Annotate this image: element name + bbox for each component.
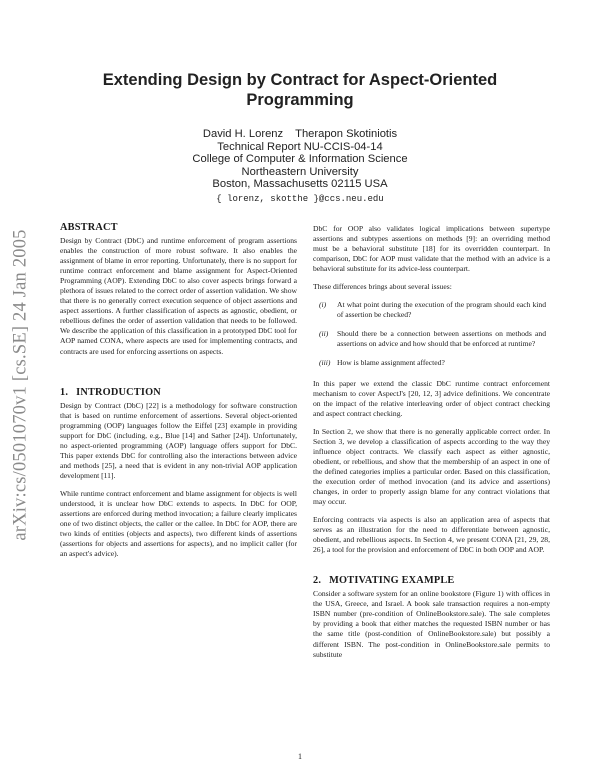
author-names (100, 128, 500, 141)
intro-title: INTRODUCTION (76, 386, 161, 398)
oop-paragraph: DbC for OOP also validates logical implications between supertype assertions and subtypes assertions on methods [9]: an overriding method must be a behavioral substitute [18] for its overridden counterpart. In comparison, DbC for AOP must validate that the method with an advice is a behavioral substitute for its advice-less counterpart. (313, 224, 550, 274)
page-number: 1 (298, 752, 302, 761)
paper-title: Extending Design by Contract for Aspect-Oriented Programming (102, 71, 498, 109)
author-name: Therapon Skotiniotis (295, 128, 398, 140)
author-email: { lorenz, skotthe }@ccs.neu.edu (216, 193, 384, 204)
intro-paragraph-2: While runtime contract enforcement and blame assignment for objects is well understood, it is unclear how DbC extends to aspects. In DbC for OOP, assertions are enforced during method invocation; a failure clearly implicates one of two distinct objects, the caller or the callee. In DbC for AOP, there are two kinds of entities (objects and aspects), two different kinds of assertions (assertions for objects and assertions for aspects), and no implicit caller (for an aspect's advice). (60, 488, 297, 559)
example-paragraph: Consider a software system for an online bookstore (Figure 1) with offices in the USA, Greece, and Israel. A book sale transaction requires a non-empty ISBN number (pre-condition of OnlineBookstore.sale). The sale completes by providing a book that either matches the requested ISBN number or has the same title (post-condition of OnlineBookstore.sale) but possibly a different ISBN. The post-condition in OnlineBookstore.sale permits to substitute (313, 589, 550, 659)
author-name: David H. Lorenz (202, 128, 284, 140)
issues-list (313, 300, 550, 368)
report-number: Technical Report NU-CCIS-04-14 (217, 140, 383, 153)
list-marker: (ii) (319, 329, 329, 339)
list-item (313, 300, 550, 320)
affiliation-city: Boston, Massachusetts 02115 USA (212, 178, 388, 191)
list-item (313, 358, 550, 368)
list-item-text: How is blame assignment affected? (337, 358, 445, 368)
left-column (60, 222, 297, 567)
affiliation-university: Northeastern University (241, 165, 359, 178)
list-item (313, 329, 550, 349)
intro-paragraph-1: Design by Contract (DbC) [22] is a methodology for software construction that is based on runtime enforcement of assertions. Several object-oriented programming (OOP) languages follow the Eiffel [23] example in providing support for DbC (including, e.g., Blue [14] and Sather [24]). Unfortunately, no aspect-oriented programming (AOP) language offers support for DbC. This paper extends DbC for controlling also the interactions between advice and methods [25], a need that is evident in any non-trivial AOP application development [11]. (60, 400, 297, 480)
list-marker: (iii) (319, 358, 331, 368)
example-heading (313, 575, 550, 587)
author-block (100, 128, 500, 206)
sections-paragraph: In Section 2, we show that there is no generally applicable correct order. In Section 3, we develop a classification of aspects according to the way they influence object contracts. We classify each aspect as either agnostic, obedient, or rebellious, and show that the membership of an aspect in one of the defined categories implies a particular order. Based on this classification, the execution order of method invocation (and its advice and assertions) changes, in order to properly assign blame for any contract violations that may occur. (313, 426, 550, 507)
list-marker: (i) (319, 300, 327, 310)
arxiv-stamp-text: arXiv:cs/0501070v1 [cs.SE] 24 Jan 2005 (10, 229, 31, 541)
issues-intro: These differences brings about several issues: (313, 282, 452, 292)
enforcement-paragraph: Enforcing contracts via aspects is also an application area of aspects that serves as an illustration for the need to differentiate between agnostic, obedient, and rebellious aspects. In Section 4, we present CONA [21, 29, 28, 26], a tool for the provision and enforcement of DbC in both OOP and AOP. (313, 515, 550, 555)
extend-paragraph: In this paper we extend the classic DbC runtime contract enforcement mechanism to cover AspectJ's [20, 12, 3] advice definitions. We concentrate on the impact of the relative interleaving order of object contract checking and aspect contract checking. (313, 378, 550, 418)
intro-number: 1. (60, 386, 69, 398)
affiliation-college: College of Computer & Information Science (192, 153, 408, 166)
example-title: MOTIVATING EXAMPLE (329, 575, 455, 587)
abstract-text: Design by Contract (DbC) and runtime enforcement of program assertions enables the construction of more robust software. It also enables the assignment of blame in error reporting. Unfortunately, there is no support for runtime contract enforcement and blame assignment for Aspect-Oriented Programming (AOP). Extending DbC to also cover aspects brings forward a plethora of issues related to the correct order of assertion validation. We show that there is no generally correct execution sequence of object assertions and aspect assertions. A further classification of aspects as agnostic, obedient, or rebellious defines the order of assertion validation that needs to be followed. We describe the application of this classification in a prototyped DbC tool for AOP named CONA, where aspects are used for implementing contracts, and contracts are used for enforcing assertions on aspects. (60, 236, 297, 356)
example-number: 2. (313, 575, 322, 587)
list-item-text: At what point during the execution of the program should each kind of assertion be checked? (337, 300, 546, 320)
list-item-text: Should there be a connection between assertions on methods and assertions on advice and how should that be enforced at runtime? (337, 329, 546, 349)
abstract-heading: ABSTRACT (60, 222, 118, 233)
arxiv-stamp (8, 205, 34, 565)
right-column (313, 224, 550, 668)
intro-heading (60, 387, 297, 399)
